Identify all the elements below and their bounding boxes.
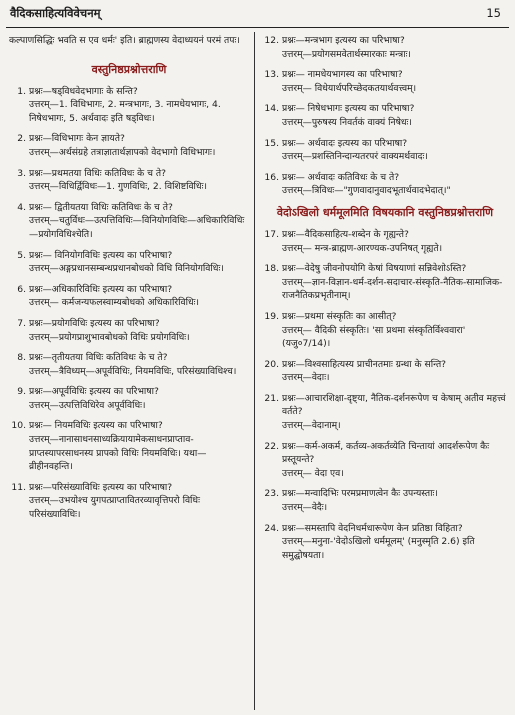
qa-item — [262, 392, 508, 433]
question-text: प्रश्नः—प्रथमा संस्कृतिः का आसीत्? — [282, 310, 397, 322]
question-number: 23. — [264, 488, 279, 500]
answer-text: उत्तरम्— मन्त्र-ब्राह्मण-आरण्यक-उपनिषत् गृह्यते। — [282, 242, 443, 254]
left-column — [9, 34, 249, 529]
answer-text: उत्तरम्— वैदिकी संस्कृतिः। 'सा प्रथमा संस्कृतिर्विश्ववारा' (यजु०7/14)। — [282, 324, 466, 350]
question-line — [262, 392, 508, 419]
qa-item — [9, 385, 249, 412]
qa-item — [262, 310, 508, 351]
question-number: 22. — [264, 440, 279, 452]
qa-item — [9, 351, 249, 378]
answer-text: उत्तरम्—पुरुषस्य निवर्तकं वाक्यं निषेधः। — [282, 116, 412, 128]
answer-text: उत्तरम्—उत्पत्तिविधिरेव अपूर्वविधिः। — [29, 399, 146, 411]
answer-text: उत्तरम्—चतुर्विधः—उत्पत्तिविधिः—विनियोगविधिः—अधिकारिविधिः—प्रयोगविधिश्चेति। — [29, 215, 245, 240]
qa-item — [262, 228, 508, 255]
question-line — [9, 481, 249, 495]
question-line — [9, 249, 249, 263]
header-rule — [6, 27, 509, 28]
qa-list-left — [9, 85, 249, 522]
question-text: प्रश्नः— अर्थवादः कतिविधः के च ते? — [282, 171, 400, 183]
question-text: प्रश्नः— नामधेयभागस्य का परिभाषा? — [282, 69, 403, 81]
question-number: 17. — [264, 228, 279, 240]
question-text: प्रश्नः—अपूर्वविधिः इत्यस्य का परिभाषा? — [29, 386, 159, 398]
question-line — [262, 137, 508, 151]
qa-item — [9, 283, 249, 310]
qa-item — [262, 102, 508, 129]
running-title: वैदिकसाहित्यविवेचनम् — [10, 6, 101, 20]
answer-text: उत्तरम्—त्रैविध्यम्—अपूर्वविधिः, नियमविधिः, परिसंख्याविधिश्च। — [29, 365, 237, 377]
question-text: प्रश्नः—परिसंख्याविधिः इत्यस्य का परिभाषा? — [29, 481, 173, 493]
question-line — [262, 34, 508, 48]
question-text: प्रश्नः—अधिकारिविधिः इत्यस्य का परिभाषा? — [29, 283, 173, 295]
answer-text: उत्तरम्—वेदाः। — [282, 372, 330, 384]
question-line — [262, 228, 508, 242]
qa-item — [262, 440, 508, 481]
question-line — [262, 310, 508, 324]
qa-item — [9, 132, 249, 159]
question-number: 12. — [264, 35, 279, 46]
answer-text: उत्तरम्— वेदा एव। — [282, 467, 344, 479]
qa-item — [9, 85, 249, 126]
qa-item — [9, 249, 249, 276]
intro-paragraph: कल्पाणसिद्धिः भवति स एव धर्मः' इति। ब्राह्मणस्य वेदाध्ययनं परमं तपः। — [9, 35, 240, 46]
qa-item — [9, 167, 249, 194]
question-number: 24. — [264, 522, 279, 534]
question-text: प्रश्नः—समस्तापि वेदनिधर्मधारूपेण केन प्रतिष्ठा विहिता? — [282, 522, 463, 534]
answer-text: उत्तरम्—उभयोश्च युगपत्प्राप्तावितरव्यावृत्तिपरो विधिः परिसंख्याविधिः। — [29, 495, 200, 521]
question-number: 21. — [264, 392, 279, 404]
qa-item — [9, 317, 249, 344]
question-number: 9. — [17, 386, 26, 398]
question-text: प्रश्नः— नियमविधिः इत्यस्य का परिभाषा? — [29, 420, 163, 432]
question-number: 6. — [17, 283, 26, 295]
question-text: प्रश्नः— अर्थवादः इत्यस्य का परिभाषा? — [282, 137, 408, 149]
answer-text: उत्तरम्—वेदैः। — [282, 502, 328, 514]
question-line — [9, 385, 249, 399]
qa-item — [262, 262, 508, 303]
page-number: 15 — [486, 6, 501, 20]
question-line — [262, 68, 508, 82]
question-line — [9, 283, 249, 297]
question-line — [262, 358, 508, 372]
question-text: प्रश्नः— विनियोगविधिः इत्यस्य का परिभाषा? — [29, 249, 173, 261]
question-text: प्रश्नः—प्रयोगविधिः इत्यस्य का परिभाषा? — [29, 317, 160, 329]
question-line — [262, 522, 508, 536]
question-number: 20. — [264, 358, 279, 370]
column-divider — [254, 32, 255, 710]
qa-list-right-b — [262, 228, 508, 562]
qa-item — [9, 419, 249, 473]
question-number: 15. — [264, 137, 279, 149]
question-number: 1. — [17, 85, 26, 97]
qa-item — [262, 68, 508, 95]
answer-text: उत्तरम्—प्रयोगसमवेतार्थस्मारकाः मन्त्राः। — [282, 48, 411, 60]
question-number: 3. — [17, 167, 26, 179]
question-text: प्रश्नः—विश्वसाहित्यस्य प्राचीनतमाः ग्रन्था के सन्ति? — [282, 358, 447, 370]
question-text: प्रश्नः—तृतीयतया विधिः कतिविधः के च ते? — [29, 352, 168, 364]
question-line — [9, 419, 249, 433]
question-number: 8. — [17, 352, 26, 364]
page-header — [0, 0, 515, 28]
question-text: प्रश्नः— निषेधभागः इत्यस्य का परिभाषा? — [282, 103, 415, 115]
answer-text: उत्तरम्—त्रिविधः—"गुणवादानुवादभूतार्थवादभेदात्।" — [282, 185, 451, 197]
question-text: प्रश्नः—विधिभागः केन ज्ञायते? — [29, 133, 125, 145]
question-text: प्रश्नः—मन्त्रभाग इत्यस्य का परिभाषा? — [282, 35, 405, 46]
question-number: 16. — [264, 171, 279, 183]
question-number: 18. — [264, 263, 279, 275]
question-line — [262, 487, 508, 501]
answer-text: उत्तरम्—मनुना-'वेदोऽखिलो धर्ममूलम्' (मनुस्मृति 2.6) इति समुद्घोषयता। — [282, 536, 475, 561]
qa-list-right-a — [262, 34, 508, 198]
question-line — [9, 201, 249, 215]
question-line — [262, 171, 508, 185]
question-text: प्रश्नः—वेदेषु जीवनोपयोगि केषां विषयाणां सन्निवेशोऽस्ति? — [282, 263, 467, 275]
question-text: प्रश्नः—मन्वादिभिः परमप्रमाणत्वेन कैः उपन्यस्ताः। — [282, 488, 438, 500]
qa-item — [9, 201, 249, 242]
section-heading: वेदोऽखिलो धर्ममूलमिति विषयकानि वस्तुनिष्ठप्रश्नोत्तराणि — [276, 205, 494, 219]
question-line — [262, 262, 508, 276]
right-column — [262, 34, 508, 569]
answer-text: उत्तरम्— कर्मजन्यफलस्वाम्यबोधको अधिकारिविधिः। — [29, 297, 199, 309]
question-number: 5. — [17, 249, 26, 261]
answer-text: उत्तरम्—ज्ञान-विज्ञान-धर्म-दर्शन-सदाचार-संस्कृति-नैतिक-सामाजिक-राजनैतिकप्रभृतीनाम्। — [282, 276, 503, 302]
question-line — [9, 85, 249, 99]
qa-item — [262, 522, 508, 563]
answer-text: उत्तरम्—अङ्गप्रधानसम्बन्धप्रधानबोधको विधि विनियोगविधिः। — [29, 263, 224, 275]
question-number: 19. — [264, 310, 279, 322]
question-line — [9, 132, 249, 146]
qa-item — [262, 358, 508, 385]
question-line — [9, 167, 249, 181]
answer-text: उत्तरम्—1. विधिभागः, 2. मन्त्रभागः, 3. नामधेयभागः, 4. निषेधभागः, 5. अर्थवादः इति षड्विधः। — [29, 99, 221, 124]
answer-text: उत्तरम्— विधेयार्थपरिच्छेदकतयार्थवत्त्वम्। — [282, 82, 417, 94]
question-line — [9, 317, 249, 331]
question-line — [262, 102, 508, 116]
qa-item — [9, 481, 249, 522]
question-text: प्रश्नः—प्रथमतया विधिः कतिविधः के च ते? — [29, 167, 166, 179]
question-number: 4. — [17, 201, 26, 213]
answer-text: उत्तरम्—प्रयोगप्राशुभावबोधको विधिः प्रयोगविधिः। — [29, 331, 190, 343]
question-number: 13. — [264, 69, 279, 81]
answer-text: उत्तरम्—वेदानाम्। — [282, 420, 341, 432]
question-text: प्रश्नः—वैदिकसाहित्य-शब्देन के गृह्यन्ते? — [282, 228, 409, 240]
question-text: प्रश्नः—कर्म-अकर्म, कर्तव्य-अकर्तव्येति चिन्तायां आदर्शरूपेण कैः प्रस्तूयन्ते? — [282, 440, 490, 466]
question-number: 14. — [264, 103, 279, 115]
qa-item — [262, 137, 508, 164]
answer-text: उत्तरम्—विधिर्द्विविधः—1. गुणविधिः, 2. विशिष्टविधिः। — [29, 181, 207, 193]
answer-text: उत्तरम्—नानासाधनसाध्यक्रियायामेकसाधनप्राप्ताव-प्राप्तस्यापरसाधनस्य प्रापको विधिः नियमविधिः। यथा—व्रीहीनवहन्ति। — [29, 434, 207, 473]
question-number: 10. — [11, 420, 26, 432]
question-number: 11. — [11, 481, 26, 493]
question-line — [262, 440, 508, 467]
question-text: प्रश्नः—आचारशिक्षा-दृष्ट्या, नैतिक-दर्शनरूपेण च केषाम् अतीव महत्त्वं वर्तते? — [282, 392, 506, 418]
qa-item — [262, 34, 508, 61]
qa-item — [262, 171, 508, 198]
answer-text: उत्तरम्—प्रशस्तिनिन्दान्यतरपरं वाक्यमर्थवादः। — [282, 151, 428, 163]
question-line — [9, 351, 249, 365]
answer-text: उत्तरम्—अर्थसंग्रहे तत्राज्ञातार्थज्ञापको वेदभागो विधिभागः। — [29, 146, 216, 158]
question-text: प्रश्नः— द्वितीयतया विधिः कतिविधः के च ते? — [29, 201, 173, 213]
question-text: प्रश्नः—षड्विधवेदभागाः के सन्ति? — [29, 85, 138, 97]
qa-item — [262, 487, 508, 514]
question-number: 2. — [17, 133, 26, 145]
section-heading: वस्तुनिष्ठप्रश्नोत्तराणि — [91, 62, 167, 76]
question-number: 7. — [17, 317, 26, 329]
